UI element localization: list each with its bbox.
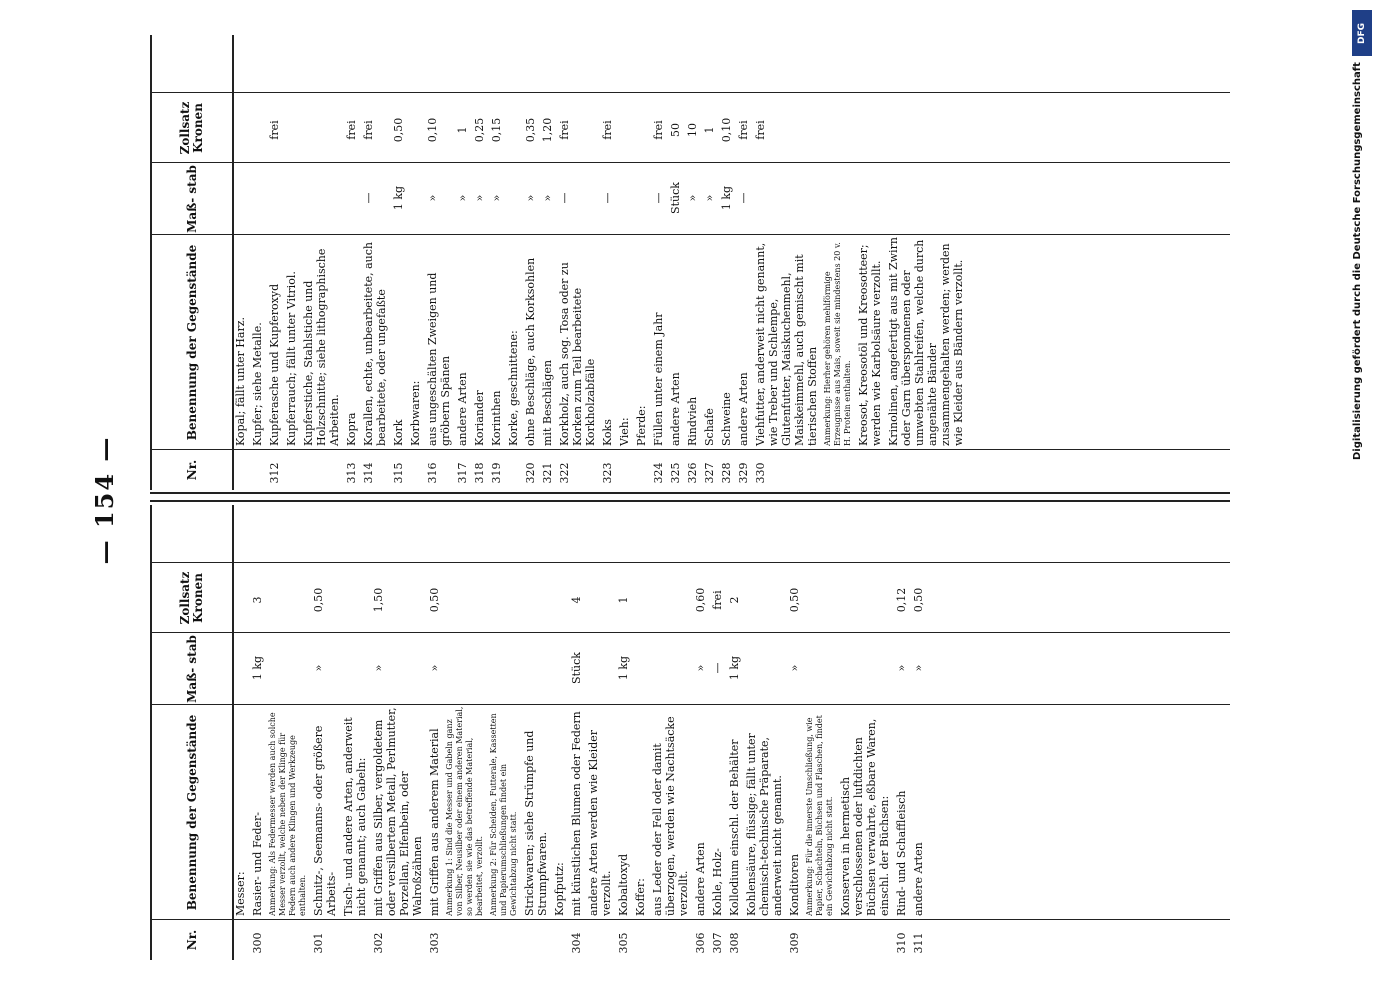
row-description: andere Arten xyxy=(669,372,682,446)
right-tariff-table xyxy=(150,35,1230,490)
row-description: Konditoren xyxy=(788,853,801,916)
row-number: 317 xyxy=(456,462,469,484)
row-rate: 0,50 xyxy=(428,587,441,613)
row-number: 303 xyxy=(428,932,441,954)
row-number: 318 xyxy=(473,462,486,484)
row-rate: 1 xyxy=(703,126,716,134)
row-description: Korke, geschnittene: xyxy=(507,330,520,446)
row-unit: 1 kg xyxy=(728,655,741,681)
row-description: Kupferstiche, Stahlstiche und Holzschnitte; siehe lithographische Arbeiten. xyxy=(302,248,341,446)
row-description: Korinthen xyxy=(490,390,503,446)
row-unit: » xyxy=(490,194,503,202)
row-description: Messer: xyxy=(234,871,247,916)
header-description: Benennung der Gegenstände xyxy=(184,714,199,911)
row-unit: Stück xyxy=(570,652,583,684)
row-rate: frei xyxy=(754,120,767,140)
row-description: mit Griffen aus Silber, vergoldetem oder versilbertem Metall, Perlmutter, Porzellan, Elfenbein, oder Walroßzähnen xyxy=(372,707,424,916)
row-description: Kork xyxy=(392,419,405,446)
row-description: Konserven in hermetisch verschlossenen oder luftdichten Büchsen verwahrte, eßbare Waren, einschl. der Büchsen: xyxy=(839,718,891,916)
row-unit: — xyxy=(711,662,724,674)
row-number: 327 xyxy=(703,462,716,484)
row-description: Rind- und Schaffleisch xyxy=(895,790,908,916)
row-number: 316 xyxy=(426,462,439,484)
row-unit: » xyxy=(312,664,325,672)
row-description: mit Griffen aus anderem Material xyxy=(428,728,441,916)
row-description: Anmerkung 1: Sind die Messer und Gabeln ganz von Silber, Neusilber oder einem anderen Material, so werden sie wie das betreffende Material, bearbeitet, verzollt. xyxy=(445,706,484,916)
row-unit: — xyxy=(652,192,665,204)
row-description: Korallen, echte, unbearbeitete, auch bearbeitete, oder ungefaßte xyxy=(362,241,388,446)
row-description: Viehfutter, anderweit nicht genannt, wie Treber und Schlempe, Glutenfutter, Maiskuchenmehl, Maiskeimmehl, auch gemischt mit tierischen Stoffen xyxy=(754,242,819,446)
row-rate: 4 xyxy=(570,596,583,604)
row-rate: 0,12 xyxy=(895,587,908,613)
row-description: Anmerkung: Für die innerste Umschließung, wie Papier, Schachteln, Büchsen und Flaschen, findet ein Gewichtabzug nicht statt. xyxy=(805,715,834,916)
row-description: Krinolinen, angefertigt aus mit Zwirn oder Garn übersponnenen oder umwebten Stahlreifen, welche durch angenähte Bänder zusammengehalten werden; werden wie Kleider aus Bändern verzollt. xyxy=(887,237,965,446)
row-description: Kopal; fällt unter Harz. xyxy=(234,316,247,446)
row-description: mit künstlichen Blumen oder Federn xyxy=(570,711,583,916)
row-unit: — xyxy=(737,192,750,204)
row-description: Koffer: xyxy=(634,878,647,916)
row-description: Kohlensäure, flüssige; fällt unter chemisch-technische Präparate, anderweit nicht genannt. xyxy=(745,733,784,916)
row-description: Kollodium einschl. der Behälter xyxy=(728,739,741,916)
row-unit: » xyxy=(788,664,801,672)
row-description: Rindvieh xyxy=(686,396,699,446)
row-description: Kupfer; siehe Metalle. xyxy=(251,322,264,446)
header-nr: Nr. xyxy=(184,459,199,481)
header-unit: Maß- stab xyxy=(184,165,199,233)
right-table-body xyxy=(234,35,1230,490)
row-rate: 0,50 xyxy=(392,117,405,143)
row-description: andere Arten xyxy=(737,372,750,446)
row-unit: 1 kg xyxy=(251,655,264,681)
left-table-header xyxy=(150,505,234,960)
row-unit: — xyxy=(558,192,571,204)
row-number: 307 xyxy=(711,932,724,954)
row-description: Kobaltoxyd xyxy=(617,853,630,916)
row-rate: 0,10 xyxy=(426,117,439,143)
row-number: 322 xyxy=(558,462,571,484)
row-unit: » xyxy=(694,664,707,672)
row-description: Vieh: xyxy=(618,417,631,446)
row-unit: » xyxy=(686,194,699,202)
row-number: 328 xyxy=(720,462,733,484)
row-unit: » xyxy=(703,194,716,202)
row-rate: 1,20 xyxy=(541,117,554,143)
row-unit: » xyxy=(372,664,385,672)
row-number: 315 xyxy=(392,462,405,484)
row-rate: 0,50 xyxy=(788,587,801,613)
row-unit: » xyxy=(426,194,439,202)
row-rate: 0,35 xyxy=(524,117,537,143)
row-number: 321 xyxy=(541,462,554,484)
row-rate: frei xyxy=(558,120,571,140)
dfg-logo: DFG xyxy=(1352,10,1372,56)
row-unit: Stück xyxy=(669,182,682,214)
left-table-body xyxy=(234,505,1230,960)
row-unit: 1 kg xyxy=(392,185,405,211)
header-unit: Maß- stab xyxy=(184,635,199,703)
row-description: Kreosot, Kreosotöl und Kreosotteer; werden wie Karbolsäure verzollt. xyxy=(857,244,883,446)
row-unit: » xyxy=(912,664,925,672)
double-rule-separator xyxy=(150,492,1230,502)
row-unit: » xyxy=(473,194,486,202)
row-rate: frei xyxy=(711,590,724,610)
row-description: Kopra xyxy=(345,412,358,446)
row-unit: » xyxy=(524,194,537,202)
row-rate: 3 xyxy=(251,596,264,604)
header-rate: Zollsatz Kronen xyxy=(178,101,205,155)
row-rate: 1 xyxy=(456,126,469,134)
right-table-header xyxy=(150,35,234,490)
row-rate: frei xyxy=(345,120,358,140)
row-unit: 1 kg xyxy=(720,185,733,211)
dfg-side-label xyxy=(1352,10,1372,990)
row-rate: 2 xyxy=(728,596,741,604)
row-rate: 10 xyxy=(686,123,699,137)
row-rate: 0,50 xyxy=(312,587,325,613)
row-description: Kopfputz: xyxy=(553,862,566,916)
row-number: 312 xyxy=(268,462,281,484)
row-description: andere Arten xyxy=(694,842,707,916)
row-description: aus Leder oder Fell oder damit überzogen, werden wie Nachtsäcke verzollt. xyxy=(651,716,690,916)
header-description: Benennung der Gegenstände xyxy=(184,244,199,441)
left-tariff-table xyxy=(150,505,1230,960)
row-rate: frei xyxy=(268,120,281,140)
row-rate: 50 xyxy=(669,123,682,137)
row-unit: » xyxy=(541,194,554,202)
row-number: 304 xyxy=(570,932,583,954)
row-description: Strickwaren; siehe Strümpfe und Strumpfwaren. xyxy=(523,730,549,916)
row-description: andere Arten xyxy=(456,372,469,446)
row-number: 313 xyxy=(345,462,358,484)
row-rate: 0,10 xyxy=(720,117,733,143)
row-number: 309 xyxy=(788,932,801,954)
row-description: Koks xyxy=(601,419,614,446)
row-number: 330 xyxy=(754,462,767,484)
row-number: 300 xyxy=(251,932,264,954)
row-description: mit Beschlägen xyxy=(541,359,554,446)
page-number: — 154 — xyxy=(90,435,119,565)
row-description: Kupferrauch; fällt unter Vitriol. xyxy=(285,271,298,446)
row-number: 319 xyxy=(490,462,503,484)
row-description: Anmerkung: Als Federmesser werden auch solche Messer verzollt, welche neben der Klinge für Federn auch andere Klingen und Werkzeuge enthalten. xyxy=(268,712,307,916)
row-unit: » xyxy=(895,664,908,672)
row-number: 308 xyxy=(728,932,741,954)
row-description: Korkholz, auch sog. Tosa oder zu Korken zum Teil bearbeitete Korkholzabfälle xyxy=(558,262,597,446)
row-rate: frei xyxy=(601,120,614,140)
row-unit: » xyxy=(456,194,469,202)
header-rate: Zollsatz Kronen xyxy=(178,571,205,625)
row-unit: — xyxy=(601,192,614,204)
row-description: Schweine xyxy=(720,392,733,446)
row-description: Schafe xyxy=(703,408,716,446)
row-rate: 1,50 xyxy=(372,587,385,613)
row-number: 305 xyxy=(617,932,630,954)
row-rate: frei xyxy=(362,120,375,140)
row-unit: » xyxy=(428,664,441,672)
row-description: aus ungeschälten Zweigen und gröbern Spänen xyxy=(426,272,452,446)
row-description: Kupferasche und Kupferoxyd xyxy=(268,283,281,446)
row-rate: frei xyxy=(652,120,665,140)
row-rate: frei xyxy=(737,120,750,140)
row-number: 329 xyxy=(737,462,750,484)
row-number: 306 xyxy=(694,932,707,954)
row-description: Koriander xyxy=(473,390,486,446)
row-description: andere Arten werden wie Kleider verzollt. xyxy=(587,729,613,916)
row-number: 326 xyxy=(686,462,699,484)
row-number: 310 xyxy=(895,932,908,954)
row-description: Pferde: xyxy=(635,405,648,446)
row-description: Rasier- und Feder- xyxy=(251,811,264,916)
dfg-funding-note: Digitalisierung gefördert durch die Deutsche Forschungsgemeinschaft xyxy=(1352,62,1363,460)
row-rate: 0,15 xyxy=(490,117,503,143)
row-rate: 1 xyxy=(617,596,630,604)
row-number: 323 xyxy=(601,462,614,484)
row-number: 311 xyxy=(912,932,925,954)
row-description: Schnitz-, Seemanns- oder größere Arbeits- xyxy=(312,725,338,916)
row-unit: — xyxy=(362,192,375,204)
row-number: 320 xyxy=(524,462,537,484)
row-number: 301 xyxy=(312,932,325,954)
row-description: Tisch- und andere Arten, anderweit nicht genannt; auch Gabeln: xyxy=(342,717,368,916)
row-number: 302 xyxy=(372,932,385,954)
row-description: Anmerkung 2: Für Scheiden, Futterale, Kassetten und Papierumschließungen findet ein Gewichtabzug nicht statt. xyxy=(489,713,518,916)
row-description: andere Arten xyxy=(912,842,925,916)
row-unit: 1 kg xyxy=(617,655,630,681)
header-nr: Nr. xyxy=(184,929,199,951)
row-description: Kohle, Holz- xyxy=(711,848,724,916)
row-rate: 0,50 xyxy=(912,587,925,613)
row-rate: 0,25 xyxy=(473,117,486,143)
row-number: 325 xyxy=(669,462,682,484)
row-rate: 0,60 xyxy=(694,587,707,613)
row-description: Anmerkung: Hierher gehören mehlförmige Erzeugnisse aus Mais, soweit sie mindestens 20 v. H. Protein enthalten. xyxy=(823,242,852,446)
row-description: ohne Beschläge, auch Korksohlen xyxy=(524,257,537,446)
row-number: 324 xyxy=(652,462,665,484)
row-description: Füllen unter einem Jahr xyxy=(652,312,665,446)
row-description: Korbwaren: xyxy=(409,380,422,446)
row-number: 314 xyxy=(362,462,375,484)
